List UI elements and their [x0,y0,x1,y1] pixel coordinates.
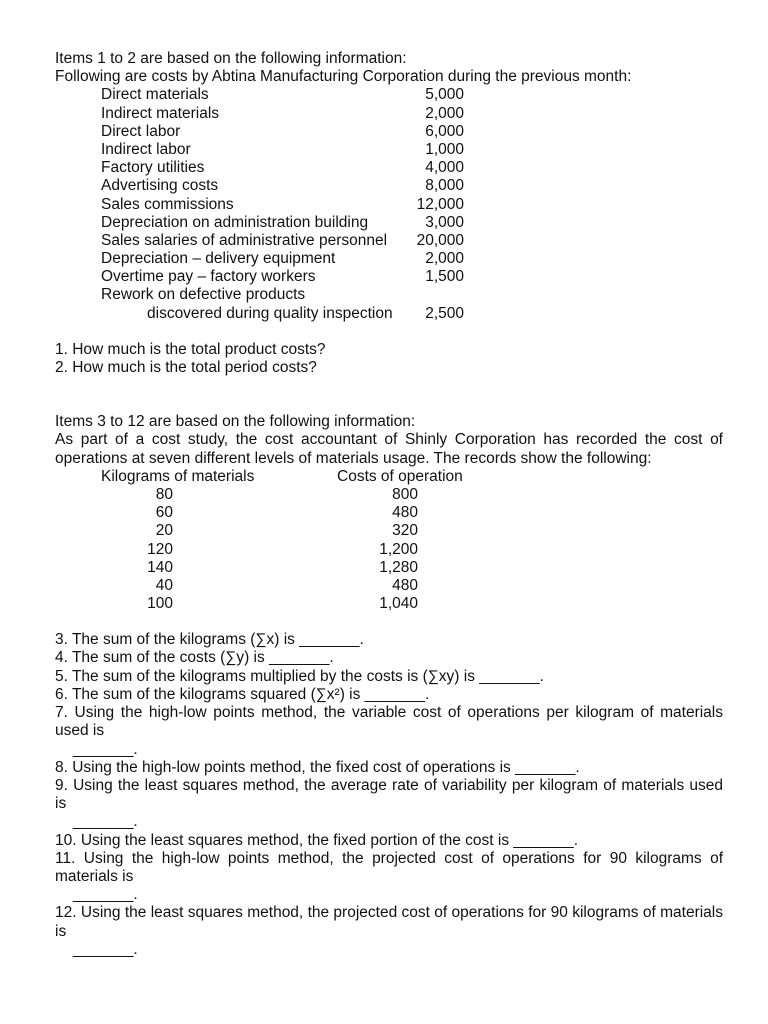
cost-row [55,196,723,214]
cost-label: discovered during quality inspection [147,304,393,322]
cost-amount: 4,000 [425,159,464,177]
question-3 [55,631,723,649]
cost-row [55,123,723,141]
answer-blank: _______. [73,940,138,958]
section1-subintro: Following are costs by Abtina Manufacturing Corporation during the previous month: [55,68,632,86]
cost-amount: 5,000 [425,86,464,104]
section2-intro: Items 3 to 12 are based on the following information: [55,413,416,431]
kg-cell: 120 [147,540,173,558]
kg-cell: 100 [147,595,173,613]
cost-amount: 1,500 [425,268,464,286]
question-text: 4. The sum of the costs (∑y) is _______. [55,649,334,667]
section2-paragraph: As part of a cost study, the cost accountant of Shinly Corporation has recorded the cost of operations at seven different levels of materials usage. The records show the following: [55,431,723,467]
question-1: 1. How much is the total product costs? [55,340,326,358]
cost-row [55,214,723,232]
cost-label: Factory utilities [101,159,205,177]
cost-cell: 480 [392,576,418,594]
kg-cell: 140 [147,558,173,576]
question-5 [55,668,723,686]
table-row [55,541,723,559]
question-text: 7. Using the high-low points method, the variable cost of operations per kilogram of materials used is [55,704,723,740]
cost-row [55,232,723,250]
cost-label: Rework on defective products [101,286,306,304]
cost-cell: 800 [392,485,418,503]
answer-blank: _______. [73,813,138,831]
question-text: 3. The sum of the kilograms (∑x) is _______. [55,631,364,649]
cost-amount: 6,000 [425,122,464,140]
column-header-kilograms: Kilograms of materials [101,467,255,485]
question-text: 12. Using the least squares method, the projected cost of operations for 90 kilograms of materials is [55,904,723,940]
table-row [55,486,723,504]
cost-amount: 2,500 [425,304,464,322]
kg-cell: 60 [155,504,173,522]
question-text: 10. Using the least squares method, the fixed portion of the cost is _______. [55,831,579,849]
question-8 [55,759,723,777]
cost-row [55,105,723,123]
question-11 [55,850,723,905]
kg-cell: 80 [155,485,173,503]
table-row [55,559,723,577]
cost-label: Sales commissions [101,195,234,213]
question-text: 6. The sum of the kilograms squared (∑x²) is _______. [55,685,430,703]
cost-amount: 2,000 [425,104,464,122]
question-12 [55,904,723,959]
question-list [55,631,723,959]
kg-cell: 40 [155,576,173,594]
cost-label: Indirect labor [101,140,191,158]
column-header-costs: Costs of operation [337,467,463,485]
cost-label: Direct labor [101,122,181,140]
question-7 [55,704,723,759]
cost-label: Direct materials [101,86,209,104]
cost-row [55,159,723,177]
cost-amount: 2,000 [425,250,464,268]
cost-row [55,305,723,323]
cost-cell: 1,280 [379,558,418,576]
answer-blank: _______. [73,886,138,904]
cost-list [55,86,723,322]
section1-intro: Items 1 to 2 are based on the following information: [55,50,407,67]
question-2: 2. How much is the total period costs? [55,359,317,376]
cost-row [55,268,723,286]
table-row [55,595,723,613]
cost-row [55,141,723,159]
question-text: 11. Using the high-low points method, the projected cost of operations for 90 kilograms of materials is [55,849,723,885]
question-4 [55,649,723,667]
spacer [55,377,723,413]
cost-amount: 3,000 [425,213,464,231]
cost-row [55,250,723,268]
cost-label: Depreciation on administration building [101,213,369,231]
cost-amount: 20,000 [416,231,464,249]
cost-cell: 480 [392,504,418,522]
data-table [55,486,723,613]
table-header [55,468,723,486]
cost-cell: 1,040 [379,595,418,613]
answer-blank: _______. [73,740,138,758]
cost-amount: 1,000 [425,140,464,158]
kg-cell: 20 [155,522,173,540]
question-6 [55,686,723,704]
spacer [55,613,723,631]
question-10 [55,832,723,850]
cost-row [55,286,723,304]
cost-cell: 320 [392,522,418,540]
table-row [55,522,723,540]
cost-row [55,177,723,195]
cost-label: Depreciation – delivery equipment [101,250,336,268]
cost-cell: 1,200 [379,540,418,558]
cost-label: Overtime pay – factory workers [101,268,316,286]
cost-amount: 12,000 [416,195,464,213]
cost-label: Advertising costs [101,177,219,195]
table-row [55,504,723,522]
cost-label: Sales salaries of administrative personnel [101,231,388,249]
question-text: 8. Using the high-low points method, the fixed cost of operations is _______. [55,758,580,776]
table-row [55,577,723,595]
cost-amount: 8,000 [425,177,464,195]
spacer [55,323,723,341]
document-page [55,50,723,959]
cost-row [55,86,723,104]
question-text: 5. The sum of the kilograms multiplied by the costs is (∑xy) is _______. [55,667,544,685]
question-text: 9. Using the least squares method, the average rate of variability per kilogram of materials used is [55,776,723,813]
question-9 [55,777,723,832]
cost-label: Indirect materials [101,104,220,122]
